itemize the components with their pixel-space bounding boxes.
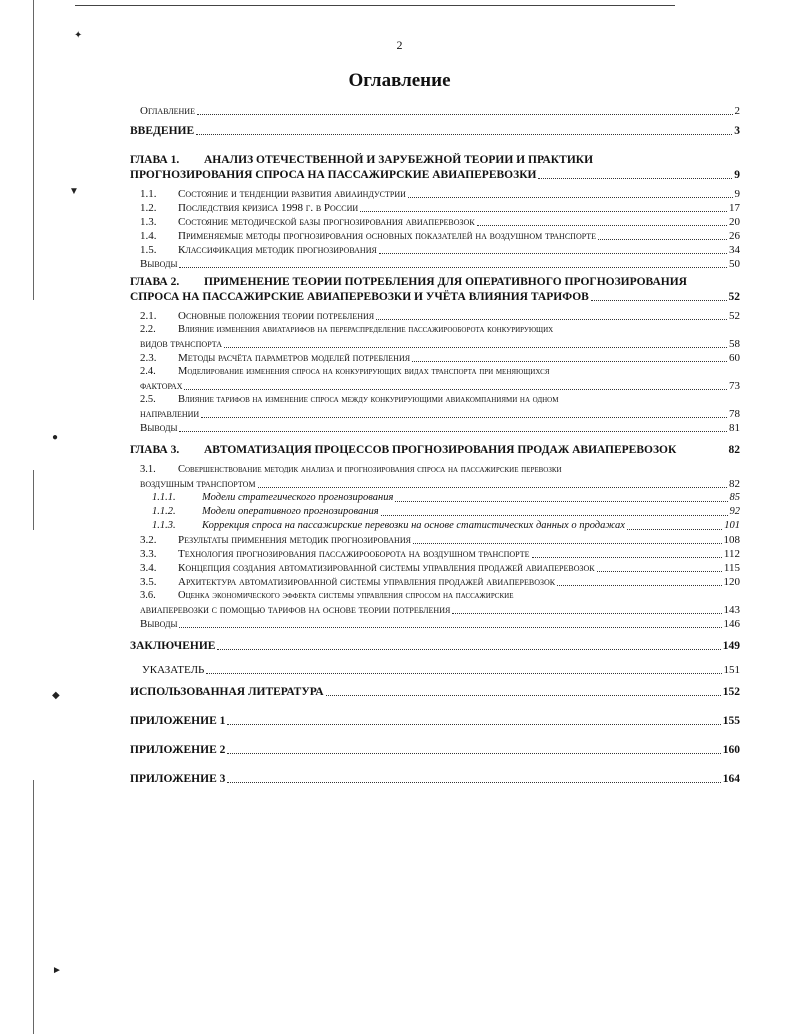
toc-entry-3-4[interactable]: 3.4. Концепция создания автоматизированной системы управления продажей авиаперевозок 115 bbox=[140, 562, 740, 574]
toc-entry-ch3-conclusions[interactable]: Выводы 146 bbox=[140, 618, 740, 630]
toc-entry-conclusion[interactable]: ЗАКЛЮЧЕНИЕ 149 bbox=[130, 640, 740, 652]
page-title: Оглавление bbox=[348, 70, 451, 91]
toc-entry-2-3[interactable]: 2.3. Методы расчёта параметров моделей потребления 60 bbox=[140, 352, 740, 364]
toc-entry-3-6[interactable]: 3.6. Оценка экономического эффекта системы управления спросом на пассажирские авиаперевозки с помощью тарифов на основе теории потребления 143 bbox=[140, 590, 740, 616]
toc-entry-1-1-1[interactable]: 1.1.1. Модели стратегического прогнозирования 85 bbox=[152, 492, 740, 503]
toc-entry-oglavlenie[interactable]: Оглавление 2 bbox=[140, 105, 740, 117]
scan-mark-1: ✦ bbox=[74, 30, 83, 41]
toc-chapter-1[interactable]: ГЛАВА 1. АНАЛИЗ ОТЕЧЕСТВЕННОЙ И ЗАРУБЕЖНОЙ ТЕОРИИ И ПРАКТИКИ ПРОГНОЗИРОВАНИЯ СПРОСА НА ПАССАЖИРСКИЕ АВИАПЕРЕВОЗКИ 9 bbox=[130, 154, 740, 181]
toc-entry-1-1[interactable]: 1.1. Состояние и тенденции развития авиаиндустрии 9 bbox=[140, 188, 740, 200]
scan-mark-5: ► bbox=[52, 965, 62, 976]
toc-entry-3-5[interactable]: 3.5. Архитектура автоматизированной системы управления продажей авиаперевозок 120 bbox=[140, 576, 740, 588]
toc-entry-1-1-3[interactable]: 1.1.3. Коррекция спроса на пассажирские перевозки на основе статистических данных о продажах 101 bbox=[152, 520, 740, 531]
scan-edge-line-2 bbox=[33, 470, 34, 530]
toc-entry-intro[interactable]: ВВЕДЕНИЕ 3 bbox=[130, 125, 740, 137]
table-of-contents bbox=[130, 104, 740, 786]
scan-mark-3: ● bbox=[52, 432, 59, 443]
toc-entry-1-4[interactable]: 1.4. Применяемые методы прогнозирования основных показателей на воздушном транспорте 26 bbox=[140, 230, 740, 242]
toc-entry-ch2-conclusions[interactable]: Выводы 81 bbox=[140, 422, 740, 434]
scan-top-rule bbox=[75, 5, 675, 6]
toc-entry-1-1-2[interactable]: 1.1.2. Модели оперативного прогнозирования 92 bbox=[152, 506, 740, 517]
toc-entry-2-4[interactable]: 2.4. Моделирование изменения спроса на конкурирующих видах транспорта при меняющихся факторах 73 bbox=[140, 366, 740, 392]
toc-entry-appendix-3[interactable]: ПРИЛОЖЕНИЕ 3 164 bbox=[130, 773, 740, 785]
toc-entry-3-1[interactable]: 3.1. Совершенствование методик анализа и прогнозирования спроса на пассажирские перевозки воздушным транспортом 82 bbox=[140, 464, 740, 490]
toc-entry-2-1[interactable]: 2.1. Основные положения теории потребления 52 bbox=[140, 310, 740, 322]
toc-entry-2-2[interactable]: 2.2. Влияние изменения авиатарифов на перераспределение пассажирооборота конкурирующих видов транспорта 58 bbox=[140, 324, 740, 350]
toc-entry-3-2[interactable]: 3.2. Результаты применения методик прогнозирования 108 bbox=[140, 534, 740, 546]
toc-entry-index[interactable]: УКАЗАТЕЛЬ 151 bbox=[142, 664, 740, 676]
toc-entry-appendix-2[interactable]: ПРИЛОЖЕНИЕ 2 160 bbox=[130, 744, 740, 756]
toc-entry-1-2[interactable]: 1.2. Последствия кризиса 1998 г. в России 17 bbox=[140, 202, 740, 214]
toc-entry-3-3[interactable]: 3.3. Технология прогнозирования пассажирооборота на воздушном транспорте 112 bbox=[140, 548, 740, 560]
toc-entry-1-3[interactable]: 1.3. Состояние методической базы прогнозирования авиаперевозок 20 bbox=[140, 216, 740, 228]
toc-entry-ch1-conclusions[interactable]: Выводы 50 bbox=[140, 258, 740, 270]
toc-chapter-3[interactable]: ГЛАВА 3. АВТОМАТИЗАЦИЯ ПРОЦЕССОВ ПРОГНОЗИРОВАНИЯ ПРОДАЖ АВИАПЕРЕВОЗОК 82 bbox=[130, 444, 740, 456]
toc-entry-appendix-1[interactable]: ПРИЛОЖЕНИЕ 1 155 bbox=[130, 715, 740, 727]
scan-mark-2: ▼ bbox=[69, 186, 79, 197]
toc-entry-2-5[interactable]: 2.5. Влияние тарифов на изменение спроса между конкурирующими авиакомпаниями на одном направлении 78 bbox=[140, 394, 740, 420]
toc-entry-literature[interactable]: ИСПОЛЬЗОВАННАЯ ЛИТЕРАТУРА 152 bbox=[130, 686, 740, 698]
toc-entry-1-5[interactable]: 1.5. Классификация методик прогнозирования 34 bbox=[140, 244, 740, 256]
scan-mark-4: ◆ bbox=[52, 690, 60, 701]
scan-edge-line-3 bbox=[33, 780, 34, 1034]
toc-chapter-2[interactable]: ГЛАВА 2. ПРИМЕНЕНИЕ ТЕОРИИ ПОТРЕБЛЕНИЯ ДЛЯ ОПЕРАТИВНОГО ПРОГНОЗИРОВАНИЯ СПРОСА НА ПАССАЖИРСКИЕ АВИАПЕРЕВОЗКИ И УЧЁТА ВЛИЯНИЯ ТАРИФОВ 52 bbox=[130, 276, 740, 303]
page-number: 2 bbox=[396, 38, 403, 52]
